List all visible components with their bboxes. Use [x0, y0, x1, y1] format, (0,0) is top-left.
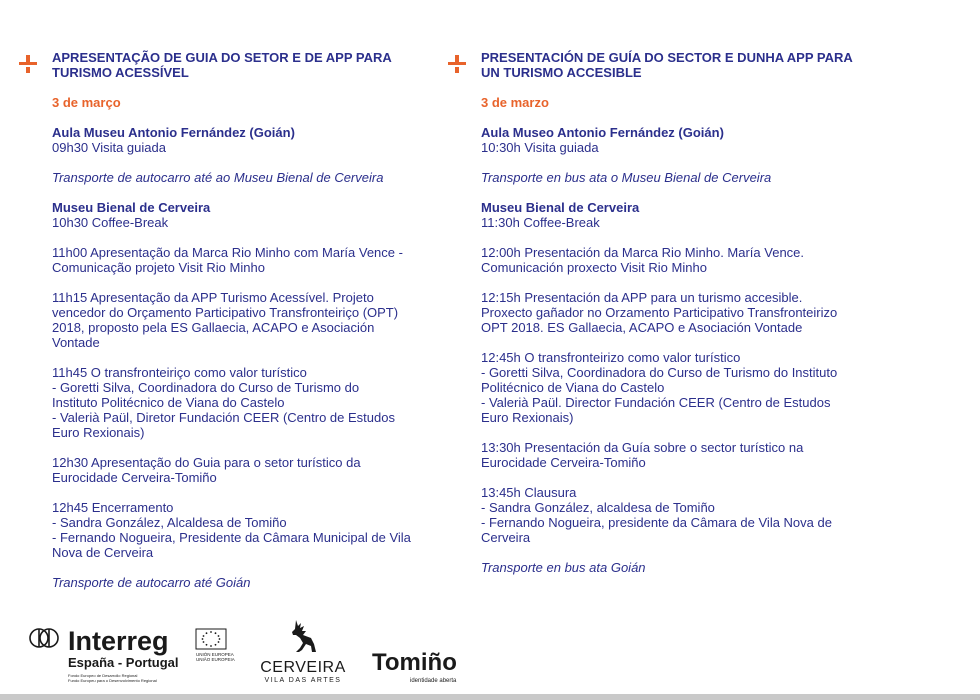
interreg-logo: [30, 626, 235, 683]
eu-flag-icon: [196, 629, 226, 649]
program-line: 09h30 Visita guiada: [52, 140, 166, 155]
program-line: 12h45 Encerramento: [52, 500, 174, 515]
left-header: [18, 50, 438, 80]
tomino-logo: [372, 649, 457, 684]
deer-icon: [292, 620, 316, 652]
footer-logos: [0, 614, 980, 694]
interreg-name: Interreg: [68, 626, 169, 656]
program-block: [52, 365, 438, 440]
right-header: [447, 50, 877, 80]
program-line: OPT 2018. ES Gallaecia, ACAPO e Asociación Vontade: [481, 320, 803, 335]
program-block: [52, 290, 438, 350]
plus-icon: [18, 50, 52, 74]
program-line: - Goretti Silva, Coordinadora do Curso de Turismo do Instituto: [481, 365, 838, 380]
program-block: [481, 200, 877, 230]
program-line: 11:30h Coffee-Break: [481, 215, 600, 230]
program-line: Euro Rexionais): [481, 410, 574, 425]
interreg-region: España - Portugal: [68, 655, 179, 670]
program-block: [481, 440, 877, 470]
program-line: - Valerià Paül. Director Fundación CEER (Centro de Estudos: [481, 395, 831, 410]
venue-heading: Museu Bienal de Cerveira: [52, 200, 211, 215]
program-block: [481, 170, 877, 185]
transport-note: Transporte de autocarro até Goián: [52, 575, 251, 590]
right-program: [481, 125, 877, 575]
eu-label-pt: UNIÃO EUROPEIA: [196, 657, 235, 662]
program-line: 12h30 Apresentação do Guia para o setor turístico da: [52, 455, 361, 470]
title-line: PRESENTACIÓN DE GUÍA DO SECTOR E DUNHA APP PARA: [481, 50, 853, 65]
program-line: 11h45 O transfronteiriço como valor turístico: [52, 365, 307, 380]
left-column: [18, 50, 438, 590]
program-line: - Fernando Nogueira, Presidente da Câmara Municipal de Vila: [52, 530, 411, 545]
transport-note: Transporte de autocarro até ao Museu Bienal de Cerveira: [52, 170, 384, 185]
left-program: [52, 125, 438, 590]
program-line: Instituto Politécnico de Viana do Castelo: [52, 395, 285, 410]
left-date: 3 de março: [52, 95, 121, 110]
title-line: TURISMO ACESSÍVEL: [52, 65, 189, 80]
program-block: [481, 125, 877, 155]
program-line: - Fernando Nogueira, presidente da Câmara de Vila Nova de: [481, 515, 832, 530]
program-line: 12:15h Presentación da APP para un turismo accesible.: [481, 290, 803, 305]
program-line: Politécnico de Viana do Castelo: [481, 380, 665, 395]
venue-heading: Museu Bienal de Cerveira: [481, 200, 640, 215]
left-body: [52, 95, 438, 590]
program-line: 2018, proposto pela ES Gallaecia, ACAPO e Asociación: [52, 320, 375, 335]
program-block: [52, 170, 438, 185]
left-title: [52, 50, 392, 80]
right-date: 3 de marzo: [481, 95, 549, 110]
program-line: 12:45h O transfronteirizo como valor turístico: [481, 350, 741, 365]
program-block: [481, 350, 877, 425]
interreg-fund-pt: Fundo Europeu para o Desenvolvimento Regional: [68, 678, 157, 683]
program-block: [52, 575, 438, 590]
program-line: Euro Rexionais): [52, 425, 145, 440]
interreg-rings-icon: [30, 629, 58, 647]
title-line: UN TURISMO ACCESIBLE: [481, 65, 642, 80]
venue-heading: Aula Museo Antonio Fernández (Goián): [481, 125, 724, 140]
program-line: Nova de Cerveira: [52, 545, 154, 560]
right-body: [481, 95, 877, 575]
program-line: - Sandra González, alcaldesa de Tomiño: [481, 500, 715, 515]
program-block: [481, 245, 877, 275]
program-line: - Sandra González, Alcaldesa de Tomiño: [52, 515, 287, 530]
transport-note: Transporte en bus ata o Museu Bienal de Cerveira: [481, 170, 772, 185]
eu-label-es: UNIÓN EUROPEA: [196, 652, 234, 657]
program-line: Cerveira: [481, 530, 531, 545]
cerveira-name: CERVEIRA: [260, 659, 346, 676]
cerveira-tagline: VILA DAS ARTES: [264, 677, 342, 684]
title-line: APRESENTAÇÃO DE GUIA DO SETOR E DE APP PARA: [52, 50, 392, 65]
program-line: 11h00 Apresentação da Marca Rio Minho com María Vence -: [52, 245, 403, 260]
program-line: Comunicación proxecto Visit Rio Minho: [481, 260, 707, 275]
cerveira-logo: [260, 620, 346, 684]
program-line: Vontade: [52, 335, 100, 350]
program-block: [52, 245, 438, 275]
interreg-fund-es: Fondo Europeo de Desarrollo Regional: [68, 673, 138, 678]
program-line: 10:30h Visita guiada: [481, 140, 599, 155]
program-line: 13:45h Clausura: [481, 485, 577, 500]
venue-heading: Aula Museu Antonio Fernández (Goián): [52, 125, 295, 140]
program-block: [481, 485, 877, 545]
transport-note: Transporte en bus ata Goián: [481, 560, 646, 575]
program-line: vencedor do Orçamento Participativo Transfronteiriço (OPT): [52, 305, 399, 320]
bottom-rule: [0, 694, 980, 700]
program-line: Eurocidade Cerveira-Tomiño: [481, 455, 646, 470]
program-block: [481, 560, 877, 575]
program-line: Eurocidade Cerveira-Tomiño: [52, 470, 217, 485]
right-column: [447, 50, 877, 575]
program-line: 12:00h Presentación da Marca Rio Minho. María Vence.: [481, 245, 805, 260]
right-title: [481, 50, 853, 80]
program-line: Comunicação projeto Visit Rio Minho: [52, 260, 265, 275]
program-line: 10h30 Coffee-Break: [52, 215, 169, 230]
program-line: 11h15 Apresentação da APP Turismo Acessível. Projeto: [52, 290, 374, 305]
plus-icon: [447, 50, 481, 74]
tomino-tagline: identidade aberta: [410, 678, 457, 684]
program-line: Proxecto gañador no Orzamento Participativo Transfronteirizo: [481, 305, 838, 320]
program-block: [481, 290, 877, 335]
program-line: - Goretti Silva, Coordinadora do Curso de Turismo do: [52, 380, 360, 395]
tomino-name: Tomiño: [372, 649, 457, 676]
program-block: [52, 200, 438, 230]
program-block: [52, 125, 438, 155]
program-line: - Valerià Paül, Diretor Fundación CEER (Centro de Estudos: [52, 410, 395, 425]
program-block: [52, 455, 438, 485]
footer: [0, 614, 980, 700]
program-line: 13:30h Presentación da Guía sobre o sector turístico na: [481, 440, 804, 455]
program-block: [52, 500, 438, 560]
